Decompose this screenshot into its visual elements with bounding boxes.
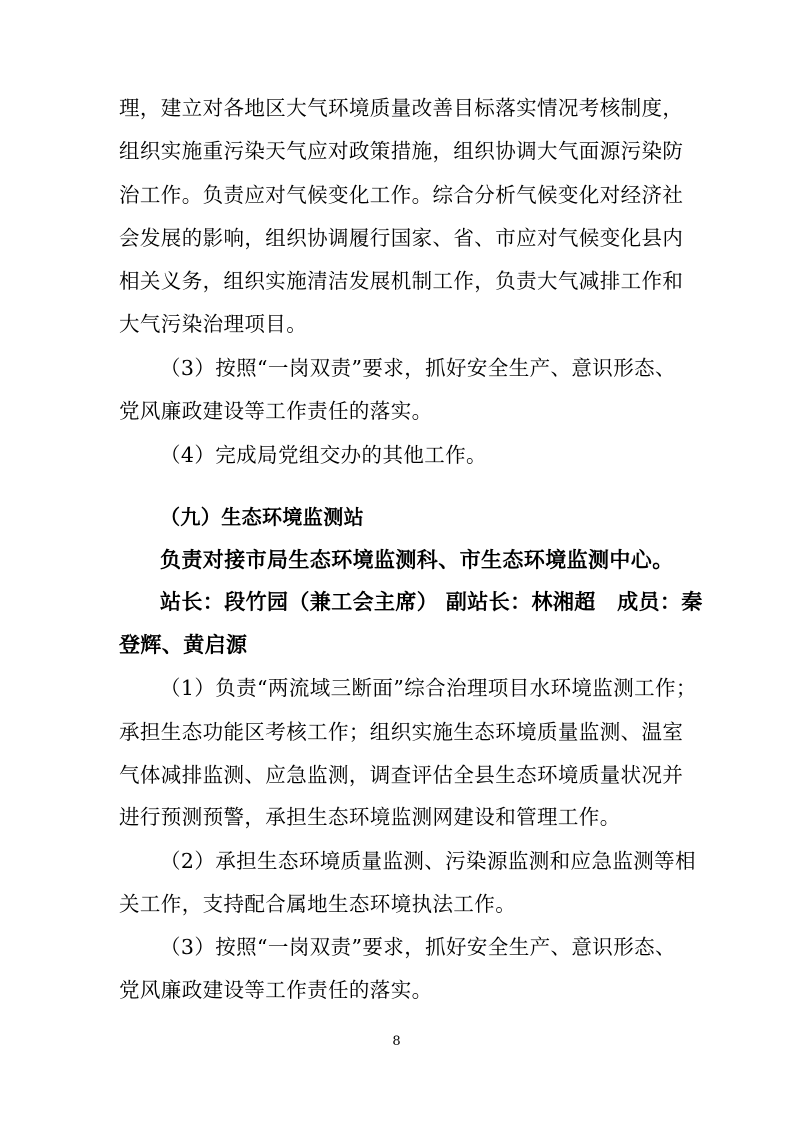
paragraph-line: 党风廉政建设等工作责任的落实。 (119, 399, 433, 423)
paragraph-line: （3）按照“一岗双责”要求，抓好安全生产、意识形态、 (160, 935, 676, 959)
paragraph-line: 相关义务，组织实施清洁发展机制工作，负责大气减排工作和 (119, 269, 684, 293)
paragraph-line: （1）负责“两流域三断面”综合治理项目水环境监测工作； (160, 676, 697, 700)
staff-line: 登辉、黄启源 (119, 633, 248, 657)
paragraph-line: （3）按照“一岗双责”要求，抓好安全生产、意识形态、 (160, 356, 676, 380)
paragraph-line: 承担生态功能区考核工作；组织实施生态环境质量监测、温室 (119, 720, 684, 744)
paragraph-line: 党风廉政建设等工作责任的落实。 (119, 978, 433, 1002)
paragraph-line: 关工作，支持配合属地生态环境执法工作。 (119, 892, 517, 916)
responsibility-line: 负责对接市局生态环境监测科、市生态环境监测中心。 (160, 548, 674, 572)
staff-line: 站长：段竹园（兼工会主席） 副站长：林湘超 成员：秦 (160, 590, 703, 614)
paragraph-line: 理，建立对各地区大气环境质量改善目标落实情况考核制度， (119, 96, 684, 120)
paragraph-line: 大气污染治理项目。 (119, 312, 308, 336)
paragraph-line: 气体减排监测、应急监测，调查评估全县生态环境质量状况并 (119, 763, 684, 787)
paragraph-line: 进行预测预警，承担生态环境监测网建设和管理工作。 (119, 805, 621, 829)
paragraph-line: 组织实施重污染天气应对政策措施，组织协调大气面源污染防 (119, 139, 684, 163)
paragraph-line: （2）承担生态环境质量监测、污染源监测和应急监测等相 (160, 849, 696, 873)
page-number: 8 (392, 1034, 401, 1049)
section-heading: （九）生态环境监测站 (160, 505, 364, 529)
paragraph-line: 治工作。负责应对气候变化工作。综合分析气候变化对经济社 (119, 183, 684, 207)
paragraph-line: 会发展的影响，组织协调履行国家、省、市应对气候变化县内 (119, 226, 684, 250)
paragraph-line: （4）完成局党组交办的其他工作。 (160, 443, 487, 467)
